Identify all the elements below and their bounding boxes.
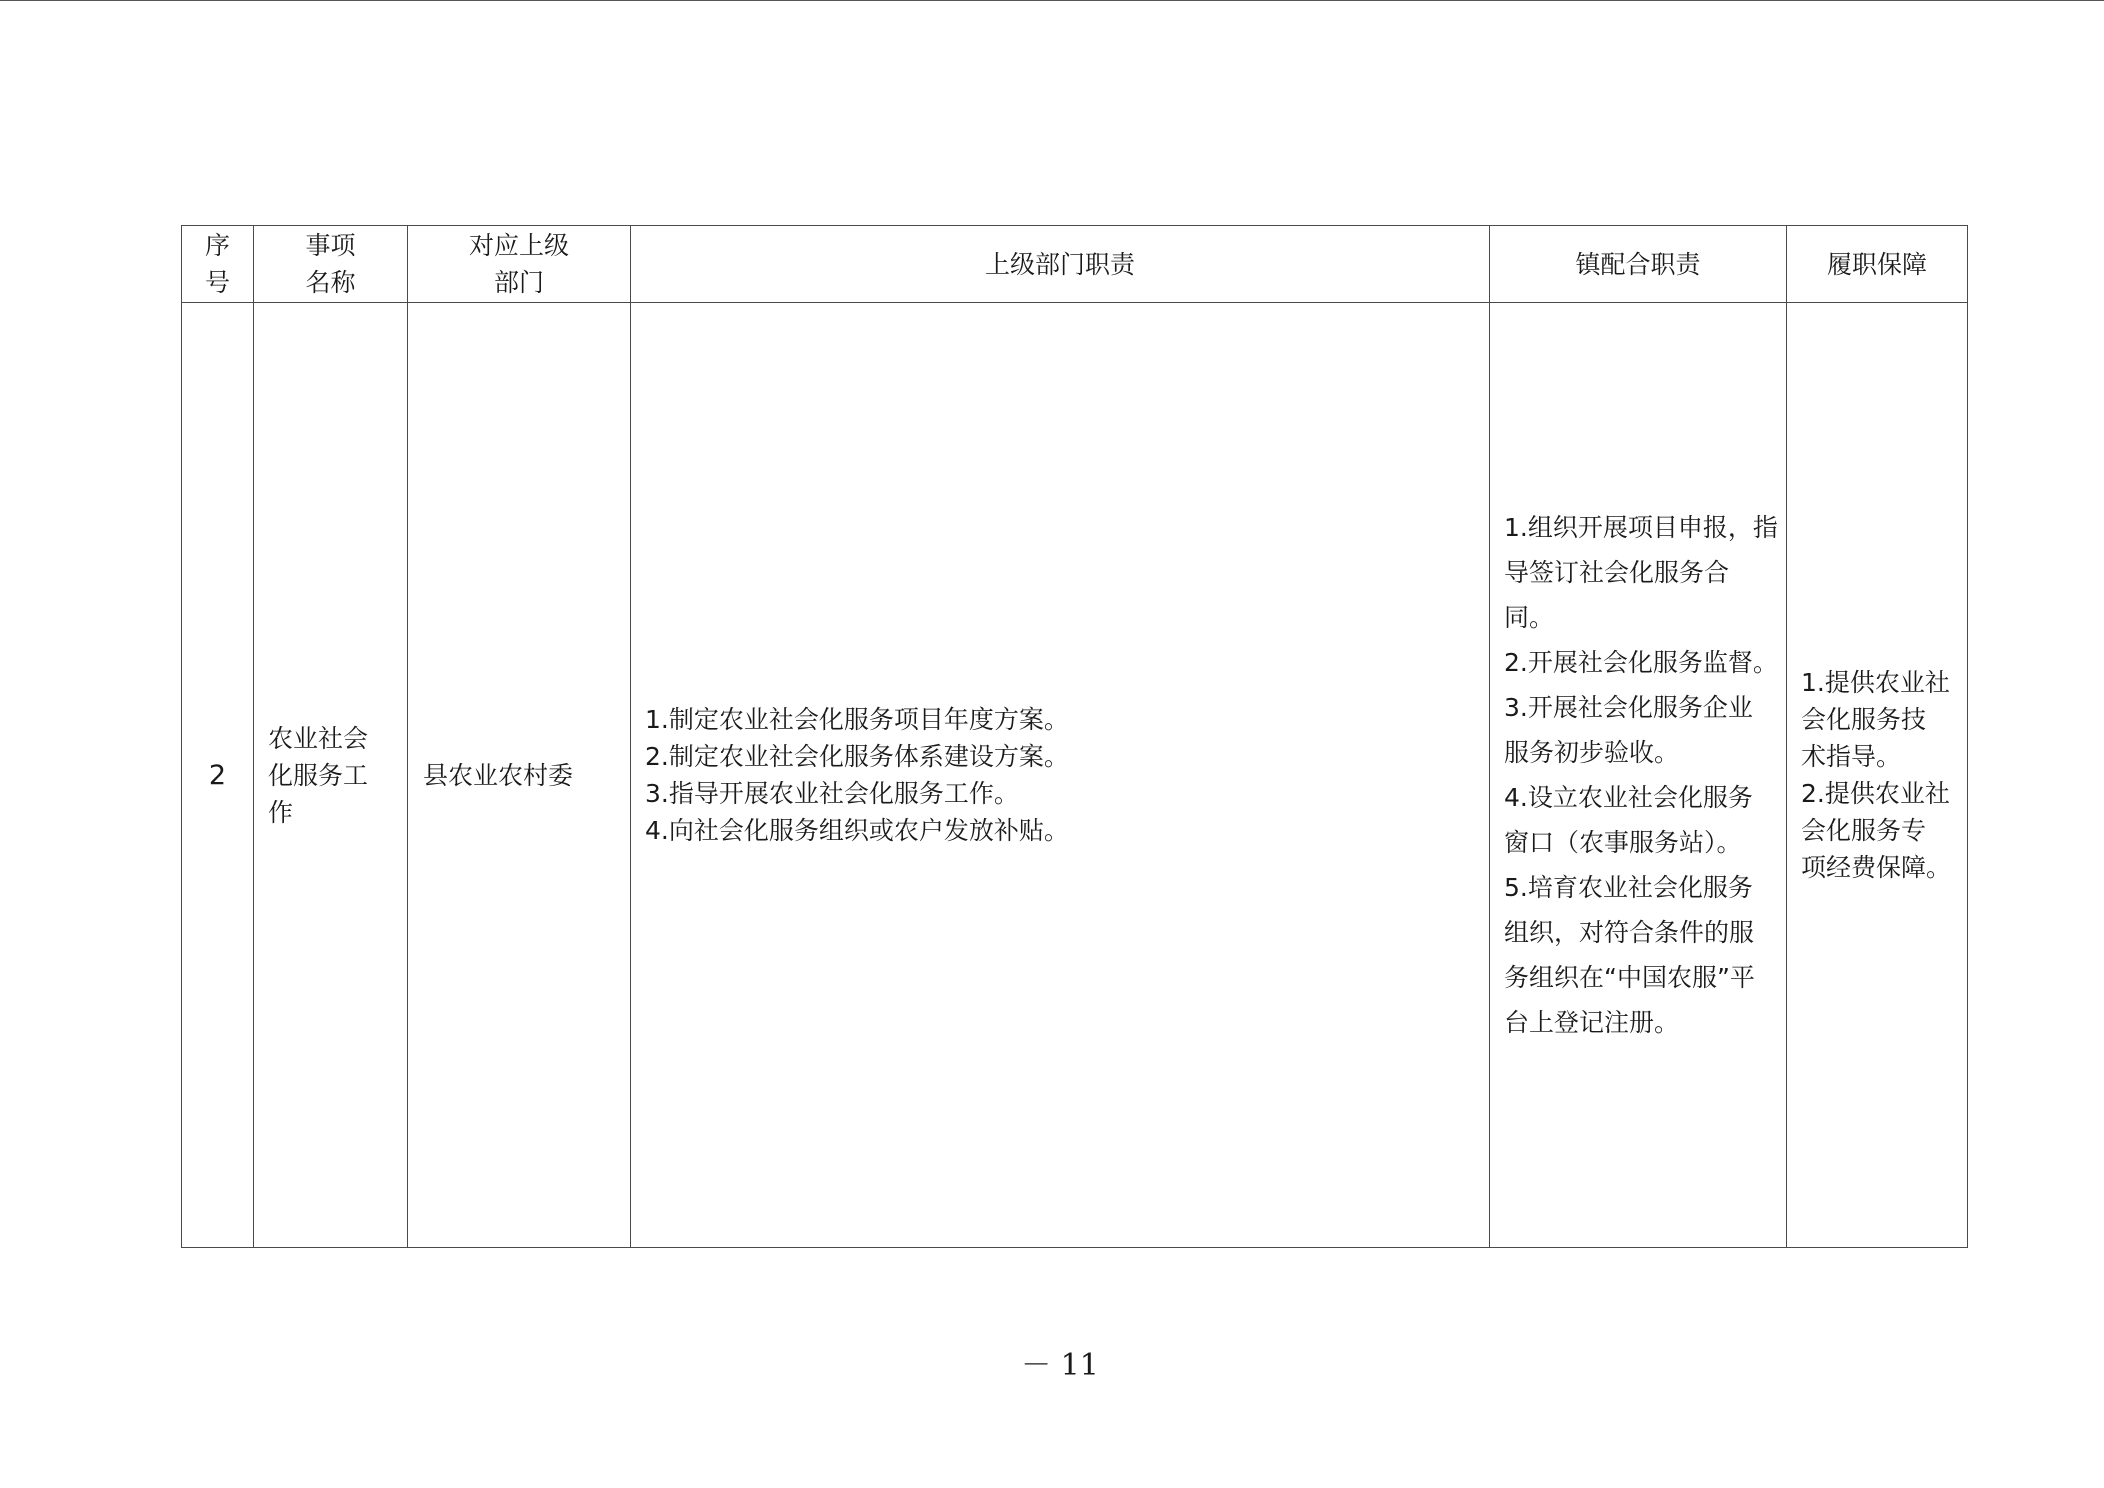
cell-item-name <box>254 303 408 1248</box>
header-item-name-line: 名称 <box>305 268 356 297</box>
item-name-line: 化服务工 <box>268 760 369 790</box>
header-item-name-line: 事项 <box>305 231 356 260</box>
item-name-line: 作 <box>268 797 294 827</box>
cell-upper-dept: 县农业农村委 <box>408 303 631 1248</box>
header-upper-dept-line: 部门 <box>493 268 544 297</box>
guarantee-line: 会化服务专 <box>1801 816 1927 845</box>
upper-duty-item: 3.指导开展农业社会化服务工作。 <box>645 779 1019 808</box>
cell-seq: 2 <box>182 303 254 1248</box>
duty-table <box>181 225 1968 1248</box>
town-duty-line: 窗口（农事服务站）。 <box>1504 828 1742 857</box>
town-duty-line: 4.设立农业社会化服务 <box>1504 783 1753 812</box>
town-duty-line: 导签订社会化服务合 <box>1504 558 1730 587</box>
upper-duty-item: 1.制定农业社会化服务项目年度方案。 <box>645 705 1069 734</box>
guarantee-line: 项经费保障。 <box>1801 853 1952 882</box>
town-duty-line: 5.培育农业社会化服务 <box>1504 873 1753 902</box>
cell-town-duty <box>1490 303 1787 1248</box>
town-duty-line: 服务初步验收。 <box>1504 738 1680 767</box>
guarantee-line: 2.提供农业社 <box>1801 779 1950 808</box>
guarantee-line: 会化服务技 <box>1801 705 1927 734</box>
header-row <box>182 226 1968 303</box>
town-duty-line: 组织，对符合条件的服 <box>1504 918 1755 947</box>
cell-upper-duty <box>631 303 1490 1248</box>
header-item-name <box>254 226 408 303</box>
town-duty-line: 台上登记注册。 <box>1504 1008 1680 1037</box>
upper-duty-item: 2.制定农业社会化服务体系建设方案。 <box>645 742 1069 771</box>
table-header <box>182 226 1968 303</box>
town-duty-line: 同。 <box>1504 603 1555 632</box>
header-seq-line: 号 <box>204 268 230 297</box>
header-seq <box>182 226 254 303</box>
header-upper-dept-line: 对应上级 <box>468 231 569 260</box>
page-number: － 11 <box>1021 1348 1099 1383</box>
header-upper-duty: 上级部门职责 <box>631 226 1490 303</box>
guarantee-line: 1.提供农业社 <box>1801 668 1950 697</box>
upper-duty-item: 4.向社会化服务组织或农户发放补贴。 <box>645 816 1069 845</box>
guarantee-line: 术指导。 <box>1801 742 1902 771</box>
table-row <box>182 303 1968 1248</box>
item-name-line: 农业社会 <box>268 723 369 753</box>
header-seq-line: 序 <box>204 231 230 260</box>
town-duty-line: 务组织在“中国农服”平 <box>1504 963 1755 992</box>
header-guarantee: 履职保障 <box>1787 226 1968 303</box>
town-duty-line: 3.开展社会化服务企业 <box>1504 693 1753 722</box>
town-duty-line: 2.开展社会化服务监督。 <box>1504 648 1778 677</box>
header-upper-dept <box>408 226 631 303</box>
town-duty-line: 1.组织开展项目申报，指 <box>1504 513 1778 542</box>
cell-guarantee <box>1787 303 1968 1248</box>
header-town-duty: 镇配合职责 <box>1490 226 1787 303</box>
top-border-line <box>0 0 2104 1</box>
